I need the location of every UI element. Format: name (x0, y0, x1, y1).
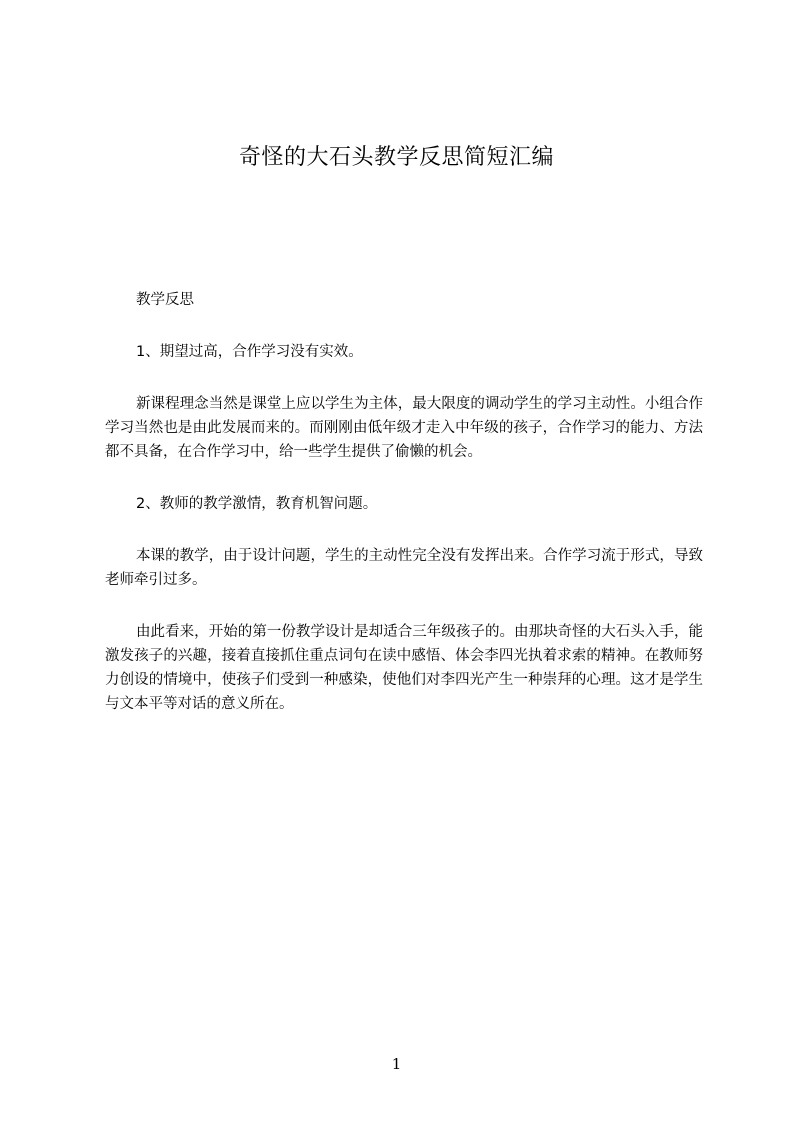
point-heading-1: 1、期望过高，合作学习没有实效。 (136, 344, 363, 360)
body-paragraph: 本课的教学，由于设计问题，学生的主动性完全没有发挥出来。合作学习流于形式，导致老师牵引过多。 (105, 548, 703, 588)
point-heading-2: 2、教师的教学激情，教育机智问题。 (136, 496, 378, 512)
body-paragraph: 新课程理念当然是课堂上应以学生为主体，最大限度的调动学生的学习主动性。小组合作学习当然也是由此发展而来的。而刚刚由低年级才走入中年级的孩子，合作学习的能力、方法都不具备，在合作学习中，给一些学生提供了偷懒的机会。 (105, 396, 703, 460)
document-title: 奇怪的大石头教学反思简短汇编 (238, 145, 554, 170)
section-heading: 教学反思 (136, 292, 194, 308)
body-paragraph: 由此看来，开始的第一份教学设计是却适合三年级孩子的。由那块奇怪的大石头入手，能激发孩子的兴趣，接着直接抓住重点词句在读中感悟、体会李四光执着求索的精神。在教师努力创设的情境中，使孩子们受到一种感染，使他们对李四光产生一种崇拜的心理。这才是学生与文本平等对话的意义所在。 (105, 624, 703, 712)
document-body (105, 288, 703, 744)
page-number: 1 (391, 1055, 402, 1073)
